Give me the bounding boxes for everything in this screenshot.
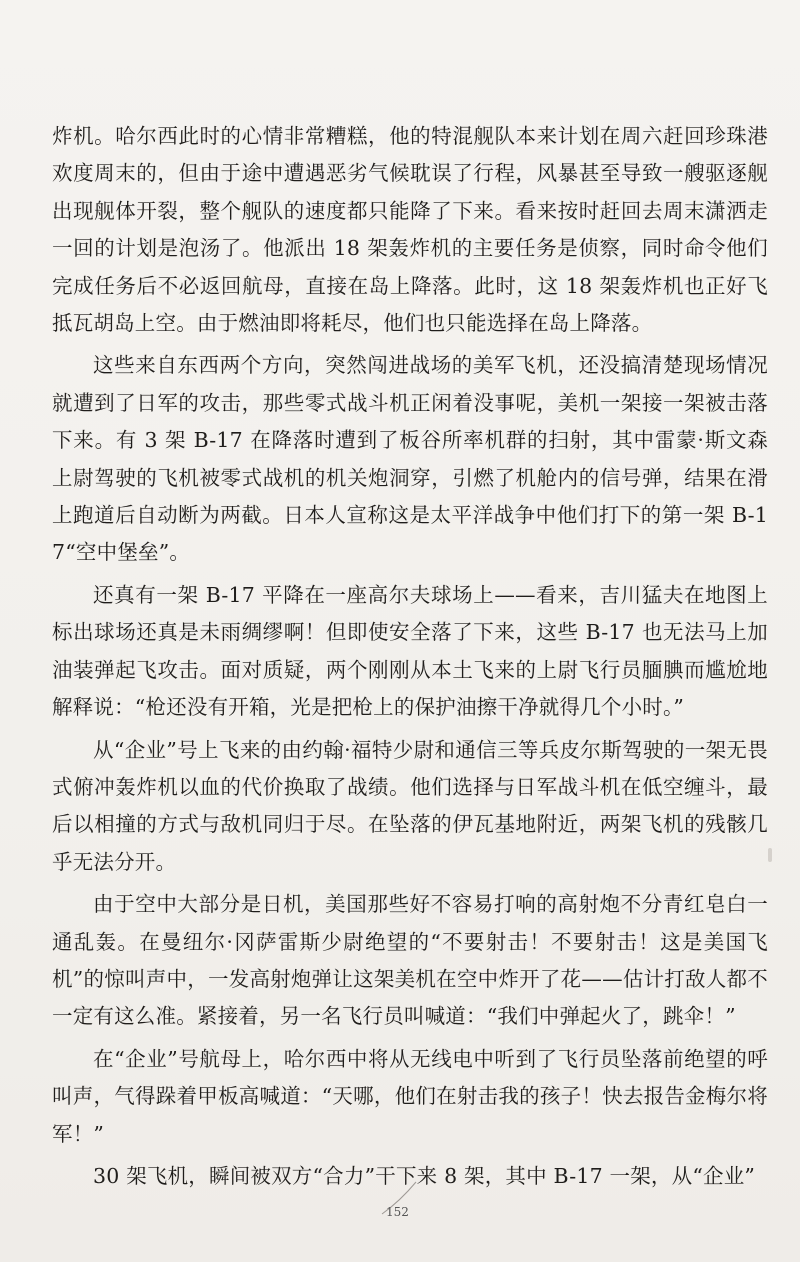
paragraph-4: 从“企业”号上飞来的由约翰·福特少尉和通信三等兵皮尔斯驾驶的一架无畏式俯冲轰炸机以血的代价换取了战绩。他们选择与日军战斗机在低空缠斗，最后以相撞的方式与敌机同归于尽。在坠落的伊瓦基地附近，两架飞机的残骸几乎无法分开。 — [52, 737, 768, 874]
paragraph-3: 还真有一架 B-17 平降在一座高尔夫球场上——看来，吉川猛夫在地图上标出球场还真是未雨绸缪啊！但即使安全落了下来，这些 B-17 也无法马上加油装弹起飞攻击。面对质疑，两个刚刚从本土飞来的上尉飞行员腼腆而尴尬地解释说：“枪还没有开箱，光是把枪上的保护油擦干净就得几个小时。” — [52, 582, 768, 720]
page-number: 152 — [386, 1205, 409, 1219]
paragraph-6: 在“企业”号航母上，哈尔西中将从无线电中听到了飞行员坠落前绝望的呼叫声，气得跺着甲板高喊道：“天哪，他们在射击我的孩子！快去报告金梅尔将军！” — [52, 1046, 768, 1146]
paragraph-2: 这些来自东西两个方向，突然闯进战场的美军飞机，还没搞清楚现场情况就遭到了日军的攻击，那些零式战斗机正闲着没事呢，美机一架接一架被击落下来。有 3 架 B-17 在降落时遭到了板谷所率机群的扫射，其中雷蒙·斯文森上尉驾驶的飞机被零式战机的机关炮洞穿，引燃了机舱内的信号弹，结果在滑上跑道后自动断为两截。日本人宣称这是太平洋战争中他们打下的第一架 B-17“空中堡垒”。 — [52, 353, 768, 565]
paragraph-7: 30 架飞机，瞬间被双方“合力”干下来 8 架，其中 B-17 一架，从“企业” — [93, 1163, 756, 1188]
paragraph-5: 由于空中大部分是日机，美国那些好不容易打响的高射炮不分青红皂白一通乱轰。在曼纽尔·冈萨雷斯少尉绝望的“不要射击！不要射击！这是美国飞机”的惊叫声中，一发高射炮弹让这架美机在空中炸开了花——估计打敌人都不一定有这么准。紧接着，另一名飞行员叫喊道：“我们中弹起火了，跳伞！” — [52, 892, 768, 1029]
paragraph-1: 炸机。哈尔西此时的心情非常糟糕，他的特混舰队本来计划在周六赶回珍珠港欢度周末的，但由于途中遭遇恶劣气候耽误了行程，风暴甚至导致一艘驱逐舰出现舰体开裂，整个舰队的速度都只能降了下来。看来按时赶回去周末潇洒走一回的计划是泡汤了。他派出 18 架轰炸机的主要任务是侦察，同时命令他们完成任务后不必返回航母，直接在岛上降落。此时，这 18 架轰炸机也正好飞抵瓦胡岛上空。由于燃油即将耗尽，他们也只能选择在岛上降落。 — [52, 124, 768, 336]
body-text — [52, 118, 768, 1195]
paper-speck-decoration — [768, 848, 772, 862]
